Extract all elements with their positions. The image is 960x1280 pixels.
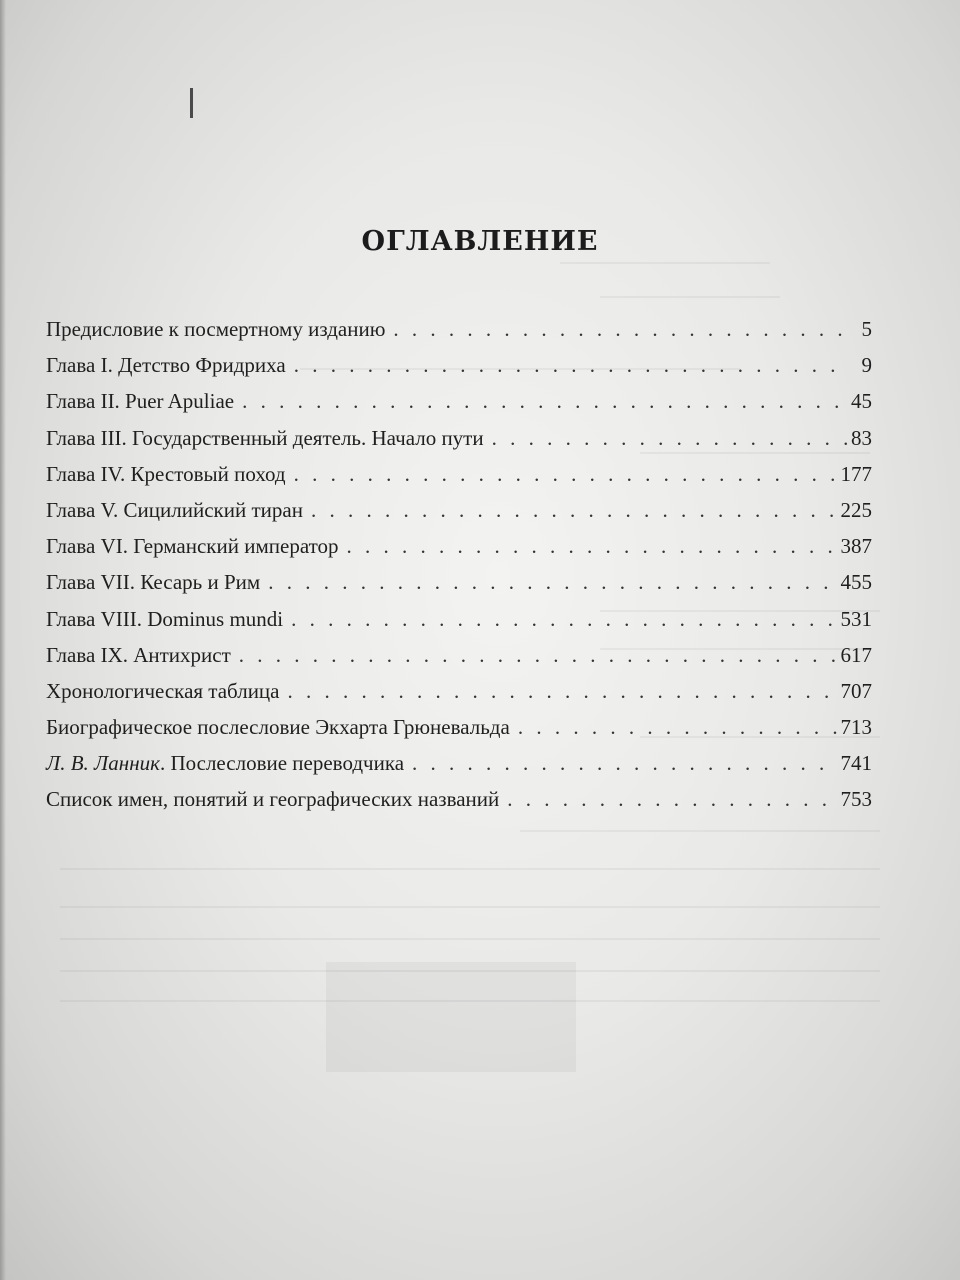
toc-entry-title: Хронологическая таблица (46, 678, 280, 703)
toc-entry-title: Список имен, понятий и географических названий (46, 787, 500, 812)
toc-entry-chapter-4 (46, 456, 872, 492)
toc-entry-title: Глава IX. Антихрист (46, 642, 231, 667)
toc-leader-dots (288, 673, 837, 709)
toc-entry-page: 45 (851, 389, 872, 414)
toc-entry-page: 707 (840, 678, 872, 703)
toc-entry-title (46, 745, 404, 781)
toc-entry-page: 9 (861, 353, 872, 378)
toc-entry-chapter-9 (46, 637, 872, 673)
toc-leader-dots (294, 456, 837, 492)
toc-entry-chapter-3 (46, 420, 872, 456)
toc-entry-page: 455 (840, 570, 872, 595)
toc-leader-dots (412, 745, 836, 781)
toc-entry-page: 225 (840, 497, 872, 522)
toc-leader-dots (492, 420, 847, 456)
table-of-contents (46, 311, 872, 818)
toc-entry-page: 753 (840, 787, 872, 812)
toc-entry-page: 387 (840, 534, 872, 559)
toc-entry-title-text: . Послесловие переводчика (159, 751, 405, 776)
toc-leader-dots (239, 637, 837, 673)
toc-entry-title: Глава III. Государственный деятель. Начало пути (46, 425, 484, 450)
toc-entry-page: 713 (840, 715, 872, 740)
toc-entry-index (46, 781, 872, 817)
toc-entry-chapter-7 (46, 564, 872, 600)
toc-entry-author: Л. В. Ланник (46, 751, 160, 776)
toc-leader-dots (347, 528, 837, 564)
toc-leader-dots (242, 383, 847, 419)
toc-entry-title: Глава VIII. Dominus mundi (46, 606, 284, 631)
toc-entry-title: Глава II. Puer Apuliae (46, 389, 235, 414)
toc-entry-page: 617 (840, 642, 872, 667)
toc-entry-biographical-afterword (46, 709, 872, 745)
toc-leader-dots (294, 347, 848, 383)
toc-leader-dots (311, 492, 837, 528)
toc-leader-dots (268, 564, 836, 600)
toc-entry-chapter-2 (46, 383, 872, 419)
toc-entry-title: Глава VI. Германский император (46, 534, 339, 559)
margin-mark (190, 88, 193, 118)
toc-entry-page: 5 (861, 317, 872, 341)
toc-entry-preface (46, 311, 872, 347)
toc-entry-page: 741 (840, 751, 872, 776)
toc-entry-chapter-8 (46, 601, 872, 637)
toc-entry-title: Глава I. Детство Фридриха (46, 353, 286, 378)
toc-entry-page: 177 (840, 461, 872, 486)
toc-leader-dots (291, 601, 836, 637)
toc-leader-dots (518, 709, 837, 745)
toc-entry-title: Биографическое послесловие Экхарта Грюневальда (46, 715, 510, 740)
toc-entry-page: 83 (851, 425, 872, 450)
toc-entry-chapter-5 (46, 492, 872, 528)
toc-leader-dots (507, 781, 836, 817)
page-title: ОГЛАВЛЕНИЕ (361, 226, 599, 257)
toc-entry-title: Глава IV. Крестовый поход (46, 461, 286, 486)
toc-entry-title: Глава VII. Кесарь и Рим (46, 570, 261, 595)
toc-entry-chronology (46, 673, 872, 709)
toc-entry-chapter-1 (46, 347, 872, 383)
toc-entry-title: Предисловие к посмертному изданию (46, 317, 386, 341)
toc-entry-title: Глава V. Сицилийский тиран (46, 497, 303, 522)
toc-entry-chapter-6 (46, 528, 872, 564)
toc-entry-page: 531 (840, 606, 872, 631)
toc-leader-dots (393, 311, 848, 347)
toc-entry-translator-afterword (46, 745, 872, 781)
page-edge-shadow (0, 0, 6, 1280)
